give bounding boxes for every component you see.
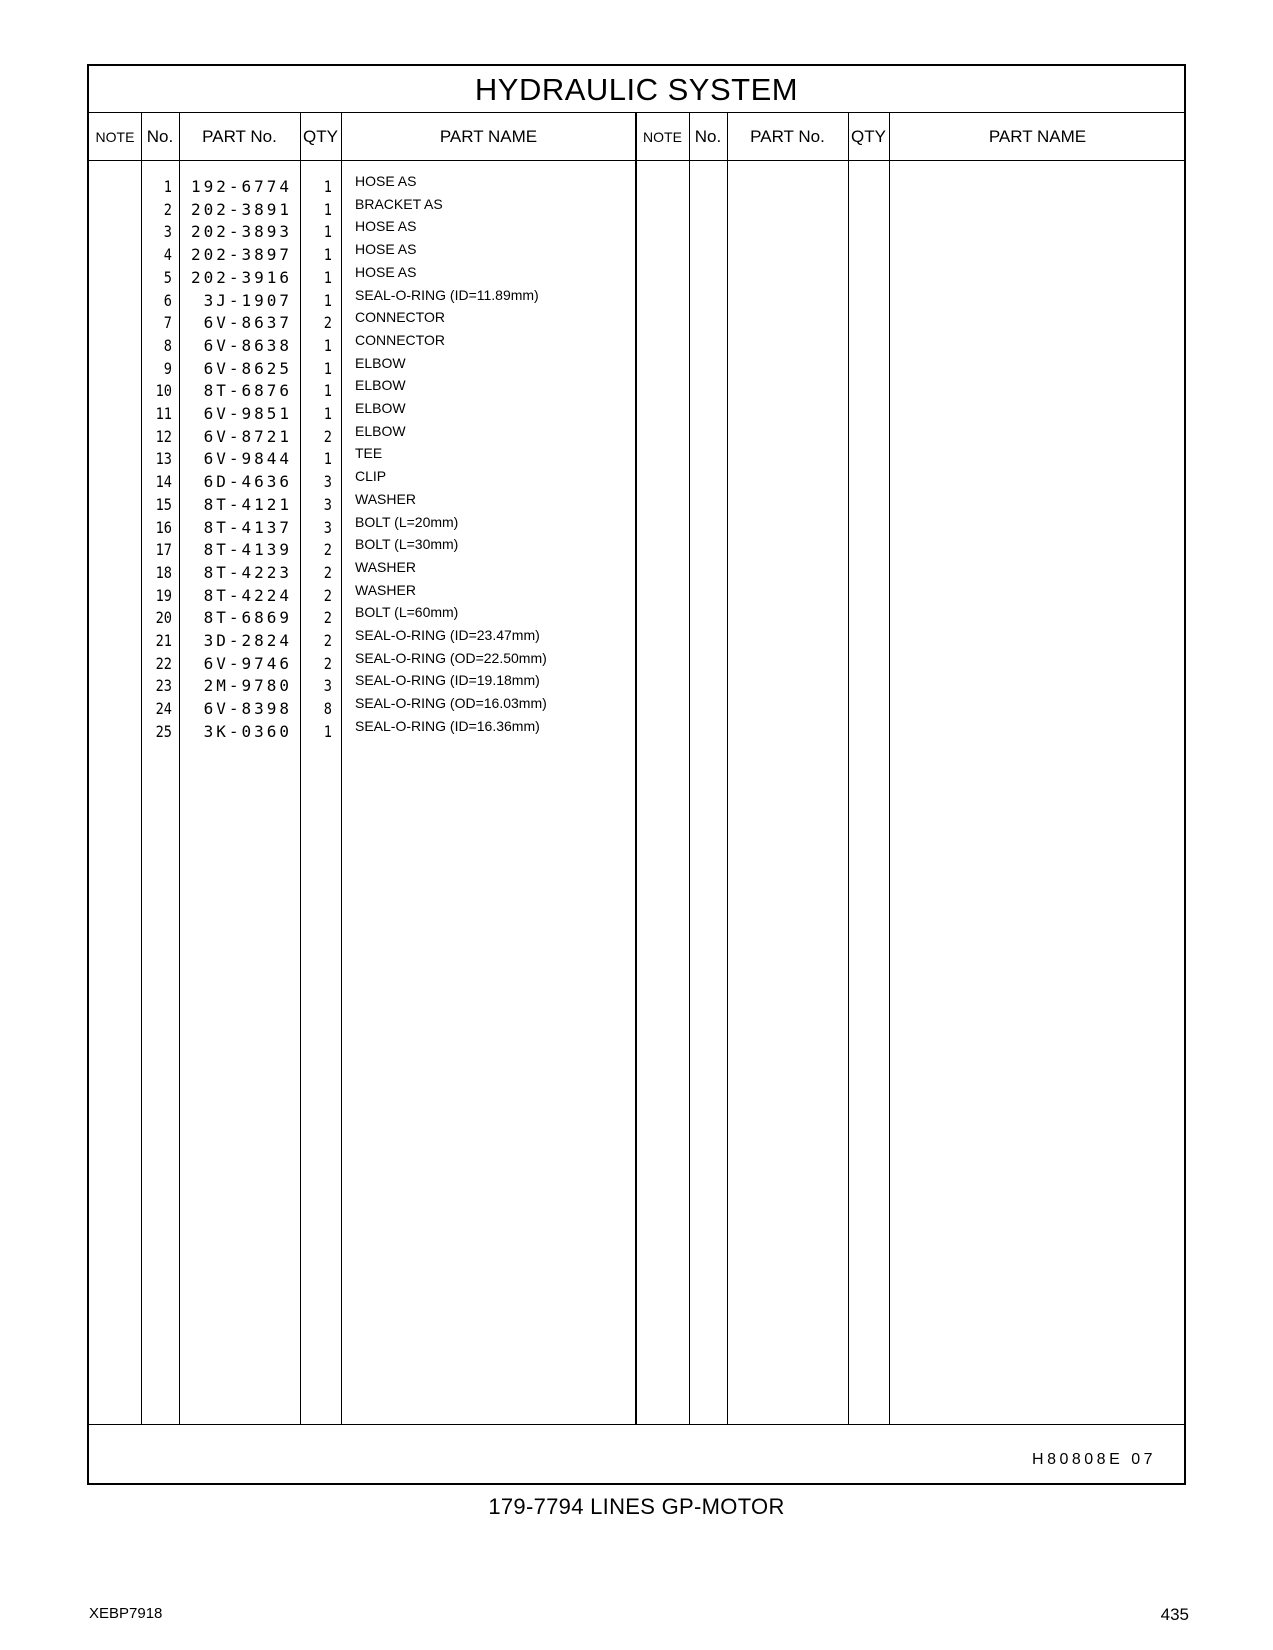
quantity: 1 [323,335,332,355]
group-title: 179-7794 LINES GP-MOTOR [488,1494,785,1519]
table-row [89,672,1184,699]
item-number: 9 [163,358,172,378]
page-number: 435 [1160,1605,1189,1624]
part-name: HOSE AS [355,263,417,280]
part-number: 202-3916 [190,267,292,287]
part-number: 3K-0360 [203,721,292,741]
quantity: 1 [323,404,332,423]
quantity: 1 [323,199,332,219]
item-number: 12 [155,426,172,446]
part-name: BRACKET AS [355,195,443,212]
part-name: BOLT (L=30mm) [355,536,459,553]
quantity: 2 [323,313,332,333]
quantity: 3 [323,676,332,696]
table-row [89,195,1184,223]
item-number: 11 [155,404,172,423]
table-row [89,627,1184,654]
quantity: 1 [323,358,332,378]
table-row [89,581,1184,609]
part-name: WASHER [355,558,416,575]
quantity: 1 [323,245,332,265]
header-part-no-right: PART No. [750,127,825,146]
table-row [89,354,1184,382]
item-number: 16 [155,517,172,537]
part-number: 8T-4223 [203,562,292,582]
table-row [89,695,1184,722]
part-number: 3D-2824 [203,631,292,650]
table-row [89,422,1184,450]
header-no-right: No. [694,127,722,146]
table-row [89,604,1184,631]
item-number: 13 [155,449,172,469]
part-number: 192-6774 [190,177,292,196]
quantity: 1 [323,449,332,469]
part-name: BOLT (L=60mm) [355,604,459,621]
table-row [89,173,1184,200]
part-number: 8T-6876 [203,381,292,401]
table-row [89,309,1184,336]
part-number: 6V-8625 [203,358,292,378]
part-number: 8T-4139 [203,540,292,560]
item-number: 1 [163,177,172,196]
quantity: 1 [323,222,332,242]
part-name: SEAL-O-RING (ID=16.36mm) [355,717,540,734]
item-number: 25 [155,721,172,741]
quantity: 1 [323,381,332,401]
part-name: HOSE AS [355,173,417,189]
part-number: 202-3897 [190,245,292,265]
quantity: 3 [323,472,332,492]
quantity: 1 [323,177,332,196]
table-bottom-divider [89,1424,1184,1425]
table-row [89,445,1184,472]
part-name: BOLT (L=20mm) [355,513,459,530]
item-number: 21 [155,631,172,650]
header-qty-left: QTY [303,127,338,146]
header-part-name-right: PART NAME [988,127,1087,146]
part-name: ELBOW [355,377,406,394]
item-number: 5 [163,267,172,287]
part-name: HOSE AS [355,241,417,258]
item-number: 10 [155,381,172,401]
part-number: 6V-9746 [203,653,292,673]
item-number: 3 [163,222,172,242]
part-name: ELBOW [355,422,406,439]
part-name: SEAL-O-RING (ID=19.18mm) [355,672,540,689]
part-name: TEE [355,445,383,462]
quantity: 2 [323,653,332,673]
part-number: 6V-8637 [203,313,292,333]
item-number: 19 [155,585,172,605]
part-number: 6V-9851 [203,404,292,423]
part-number: 2M-9780 [203,676,292,696]
quantity: 2 [323,608,332,628]
item-number: 22 [155,653,172,673]
item-number: 24 [155,699,172,719]
part-number: 202-3893 [190,222,292,242]
table-row [89,468,1184,495]
part-number: 8T-4137 [203,517,292,537]
item-number: 4 [163,245,172,265]
part-name: SEAL-O-RING (ID=11.89mm) [355,286,539,303]
document-id: XEBP7918 [89,1605,163,1622]
item-number: 14 [155,472,172,492]
table-row [89,536,1184,563]
table-row [89,400,1184,427]
header-part-name-left: PART NAME [439,127,538,146]
table-row [89,377,1184,404]
part-number: 6V-8398 [203,699,292,719]
table-row [89,490,1184,518]
part-name: ELBOW [355,400,406,416]
quantity: 2 [323,426,332,446]
table-row [89,649,1184,677]
item-number: 15 [155,494,172,514]
part-name: SEAL-O-RING (ID=23.47mm) [355,627,540,643]
item-number: 18 [155,562,172,582]
table-row [89,558,1184,586]
item-number: 23 [155,676,172,696]
part-name: ELBOW [355,354,406,371]
table-row [89,331,1184,359]
drawing-code: H80808E 07 [1032,1451,1156,1468]
part-number: 202-3891 [190,199,292,219]
item-number: 7 [163,313,172,333]
part-name: HOSE AS [355,218,417,235]
part-number: 8T-4121 [203,494,292,514]
quantity: 1 [323,290,332,310]
quantity: 3 [323,517,332,537]
table-row [89,218,1184,245]
section-title: HYDRAULIC SYSTEM [89,66,1184,113]
quantity: 2 [323,540,332,560]
header-note-left: NOTE [95,129,135,145]
parts-list-table [87,64,1186,1485]
item-number: 8 [163,335,172,355]
quantity: 2 [323,562,332,582]
header-qty-right: QTY [851,127,886,146]
part-name: SEAL-O-RING (OD=16.03mm) [355,695,547,712]
part-number: 3J-1907 [203,290,292,310]
item-number: 6 [163,290,172,310]
item-number: 20 [155,608,172,628]
quantity: 2 [323,631,332,650]
part-name: WASHER [355,581,416,598]
part-name: CONNECTOR [355,331,445,348]
part-number: 8T-6869 [203,608,292,628]
quantity: 1 [323,721,332,741]
part-name: SEAL-O-RING (OD=22.50mm) [355,649,547,666]
table-row [89,263,1184,291]
part-name: WASHER [355,490,416,507]
quantity: 1 [323,267,332,287]
header-part-no-left: PART No. [202,127,277,146]
quantity: 8 [323,699,332,719]
header-no-left: No. [146,127,174,146]
part-number: 6V-9844 [203,449,292,469]
table-row [89,513,1184,541]
part-name: CONNECTOR [355,309,445,326]
part-number: 6V-8638 [203,335,292,355]
quantity: 3 [323,494,332,514]
table-row [89,286,1184,314]
header-note-right: NOTE [643,129,682,145]
quantity: 2 [323,585,332,605]
part-number: 8T-4224 [203,585,292,605]
part-number: 6D-4636 [203,472,292,492]
item-number: 17 [155,540,172,560]
part-number: 6V-8721 [203,426,292,446]
table-row [89,717,1184,745]
table-row [89,241,1184,268]
part-name: CLIP [355,468,387,485]
item-number: 2 [163,199,172,219]
